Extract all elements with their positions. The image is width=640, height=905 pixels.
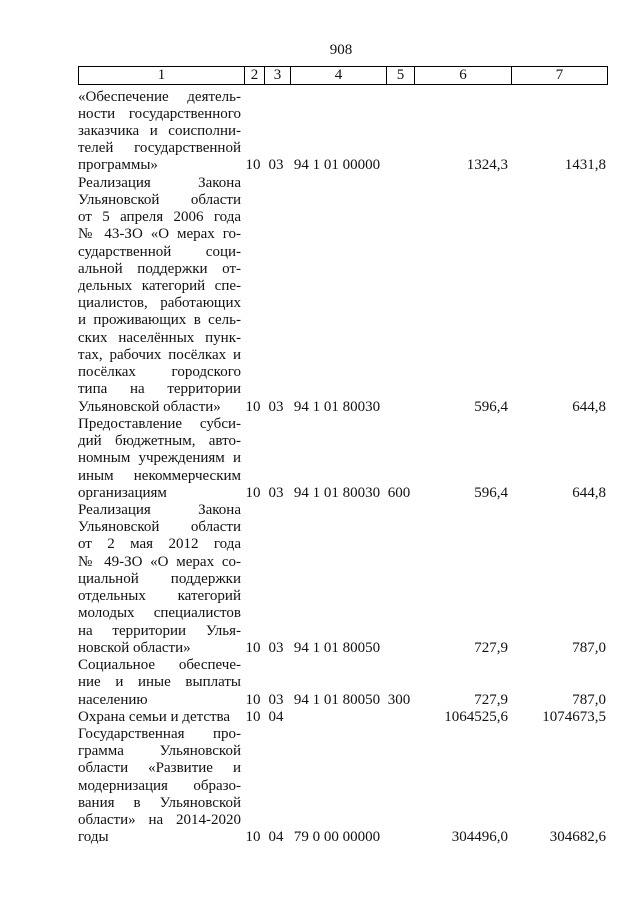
cell-col2: 10 [245, 157, 261, 174]
cell-col7: 304682,6 [549, 829, 606, 846]
cell-col4: 94 1 01 80030 [293, 484, 381, 501]
description-line: ности государственного [78, 105, 241, 122]
cell-col3: 04 [268, 708, 284, 725]
cell-col6: 1064525,6 [444, 708, 508, 725]
description-line: от 5 апреля 2006 года [78, 209, 241, 226]
description-line: сударственной соци- [78, 243, 241, 260]
description-line: ние и иные выплаты [78, 674, 241, 691]
description-line: иным некоммерческим [78, 467, 241, 484]
page-number: 908 [329, 42, 353, 58]
description-line: циалистов, работающих [78, 295, 241, 312]
description-line: тах, рабочих посёлках и [78, 346, 241, 363]
cell-col7: 644,8 [572, 398, 606, 415]
cell-col2: 10 [245, 691, 261, 708]
cell-col3: 03 [268, 398, 284, 415]
description-line: Реализация Закона [78, 502, 241, 519]
cell-col6: 596,4 [474, 398, 508, 415]
cell-col7: 1074673,5 [542, 708, 606, 725]
header-cell-2: 2 [244, 67, 264, 84]
description-line: годы [78, 829, 109, 846]
description-line: посёлках городского [78, 364, 241, 381]
cell-col3: 03 [268, 157, 284, 174]
cell-col6: 304496,0 [451, 829, 508, 846]
header-cell-5: 5 [386, 67, 414, 84]
description-line: типа на территории [78, 381, 241, 398]
description-line: № 43-ЗО «О мерах го- [78, 226, 241, 243]
description-line: Социальное обеспече- [78, 657, 241, 674]
cell-col4: 94 1 01 00000 [293, 157, 381, 174]
header-cell-1: 1 [157, 67, 166, 83]
description-line: и проживающих в сель- [78, 312, 241, 329]
header-cell-6: 6 [414, 67, 511, 84]
description-line: отдельных категорий [78, 588, 241, 605]
cell-col4: 79 0 00 00000 [293, 829, 381, 846]
cell-col2: 10 [245, 829, 261, 846]
description-line: Ульяновской области [78, 519, 241, 536]
description-line: молодых специалистов [78, 605, 241, 622]
cell-col2: 10 [245, 639, 261, 656]
description-line: программы» [78, 157, 158, 174]
cell-col7: 787,0 [572, 691, 606, 708]
description-line: от 2 мая 2012 года [78, 536, 241, 553]
description-line: дельных категорий спе- [78, 278, 241, 295]
cell-col7: 644,8 [572, 484, 606, 501]
cell-col3: 03 [268, 484, 284, 501]
description-line: ских населённых пунк- [78, 329, 241, 346]
description-line: вания в Ульяновской [78, 794, 241, 811]
cell-col2: 10 [245, 398, 261, 415]
description-line: телей государственной [78, 140, 241, 157]
cell-col7: 787,0 [572, 639, 606, 656]
description-line: заказчика и соисполни- [78, 122, 241, 139]
cell-col3: 03 [268, 691, 284, 708]
cell-col7: 1431,8 [564, 157, 606, 174]
cell-col6: 1324,3 [466, 157, 508, 174]
description-line: № 49-ЗО «О мерах со- [78, 553, 241, 570]
description-line: номным учреждениям и [78, 450, 241, 467]
cell-col4: 94 1 01 80030 [293, 398, 381, 415]
description-line: дий бюджетным, авто- [78, 433, 241, 450]
description-line: «Обеспечение деятель- [78, 88, 241, 105]
cell-col6: 596,4 [474, 484, 508, 501]
description-line: Государственная про- [78, 726, 241, 742]
header-cell-4: 4 [290, 67, 386, 84]
cell-col6: 727,9 [474, 639, 508, 656]
description-line: на территории Улья- [78, 622, 241, 639]
description-line: области» на 2014-2020 [78, 812, 241, 829]
cell-col4: 94 1 01 80050 [293, 691, 381, 708]
cell-col5: 300 [387, 691, 411, 708]
description-line: Реализация Закона [78, 174, 241, 191]
description-line: циальной поддержки [78, 570, 241, 587]
header-cell-7: 7 [511, 67, 607, 84]
cell-col4: 94 1 01 80050 [293, 639, 381, 656]
description-line: грамма Ульяновской [78, 743, 241, 760]
cell-col5: 600 [387, 484, 411, 501]
description-line: Охрана семьи и детства [78, 708, 231, 725]
cell-col6: 727,9 [474, 691, 508, 708]
description-line: новской области» [78, 639, 191, 656]
header-cell-3: 3 [264, 67, 290, 84]
cell-col3: 03 [268, 639, 284, 656]
description-line: модернизация образо- [78, 777, 241, 794]
cell-col2: 10 [245, 708, 261, 725]
description-line: области «Развитие и [78, 760, 241, 777]
description-line: Ульяновской области [78, 191, 241, 208]
description-line: населению [78, 691, 148, 708]
description-line: Ульяновской области» [78, 398, 221, 415]
cell-col2: 10 [245, 484, 261, 501]
description-line: альной поддержки от- [78, 260, 241, 277]
cell-col3: 04 [268, 829, 284, 846]
description-line: Предоставление субси- [78, 415, 241, 432]
description-line: организациям [78, 484, 167, 501]
